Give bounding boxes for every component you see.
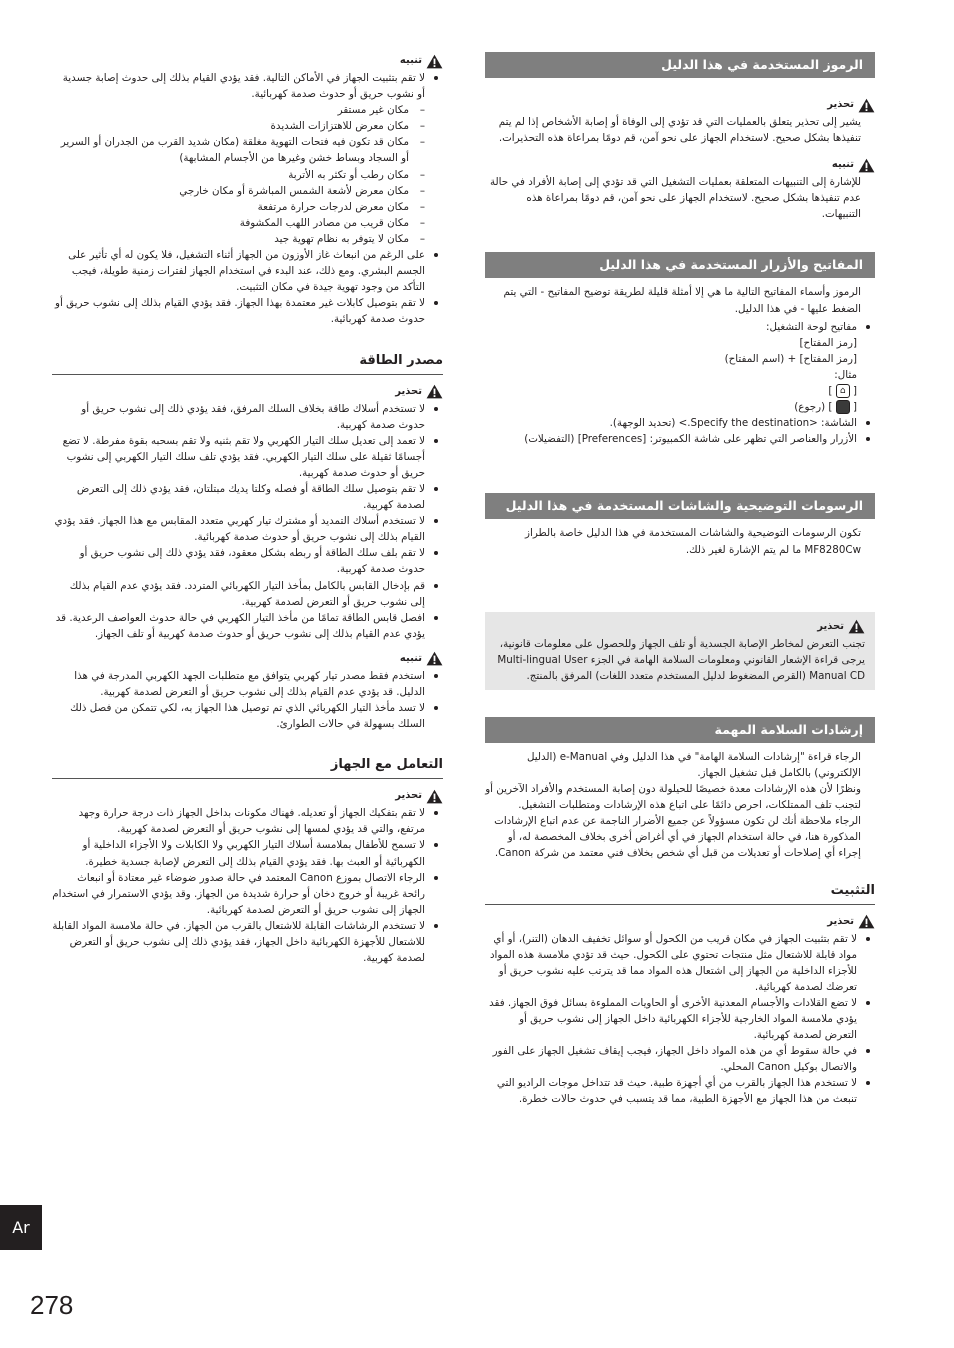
caution-icon (858, 158, 875, 173)
warning-icon (848, 619, 865, 634)
list-item: لا تضع القلادات والأجسام المعدنية الأخرى أو الحاويات المملوءة بسائل فوق الجهاز. فقد يؤدي ملامسة المواد الخارجية للأجزاء الكهربائية داخل الجهاز إلى نشوب حريق أو التعرض لصدمة كهربائية. (485, 995, 857, 1043)
list-item: لا تقم بتثبيت الجهاز في الأماكن التالية. فقد يؤدي القيام بذلك إلى حدوث إصابة جسدية أو نشوب حريق أو حدوث صدمة كهربائية. – مكان غير مستقر – مكان معرض للاهتزازات الشديدة – مكان قد تكون فيه فتحات التهوية مغلقة (مكان شديد القرب من الجدران أو السرير أو السجاد وبساط خشن وغيرها من الأجسام المشابهة) – مكان رطب أو تكثر به الأتربة – مكان معرض لأشعة الشمس المباشرة أو مكان خارجي – مكان معرض لدرجات حرارة مرتفعة – مكان قريب من مصادر اللهب المكشوفة – مكان لا يتوفر به نظام تهوية جيد (52, 70, 425, 247)
warning-label: تحذير (485, 913, 875, 931)
list-item: لا تستخدم أسلاك طاقة بخلاف السلك المرفق، فقد يؤدي ذلك إلى نشوب حريق أو حدوث صدمة كهربية. (52, 401, 425, 433)
list-item: لا تقم بتوصيل كابلات غير معتمدة بهذا الجهاز. فقد يؤدي القيام بذلك إلى نشوب حريق أو حدوث صدمة كهربائية. (52, 295, 425, 327)
list-item: الشاشة: <Specify the destination.> (تحديد الوجهة). (485, 415, 857, 431)
list-item: في حالة سقوط أي من هذه المواد داخل الجهاز، فيجب إيقاف تشغيل الجهاز على الفور والاتصال بوكيل Canon المحلي. (485, 1043, 857, 1075)
list-item: الرجاء الاتصال بموزع Canon المعتمد في حالة صدور ضوضاء غير معتادة أو انبعاث رائحة غريبة أو خروج دخان أو حرارة شديدة من الجهاز. وقد يؤدي الاستمرار في استخدام الجهاز إلى نشوب حريق أو التعرض لصدمة كهربائية. (52, 870, 425, 918)
key-example-2: [رمز المفتاح] + (اسم المفتاح) (724, 352, 857, 365)
list-item: على الرغم من انبعاث غاز الأوزون من الجهاز أثناء التشغيل، فلا يكون له أي تأثير على الجسم البشري. ومع ذلك، عند البدء في استخدام الجهاز لفترات زمنية طويلة، فيجب التأكد من وجود تهوية جيدة في مكان التثبيت. (52, 247, 425, 295)
warning-icon (426, 384, 443, 399)
sub-list-item: – مكان معرض للاهتزازات الشديدة (52, 118, 409, 134)
warning-label: تحذير (495, 618, 865, 636)
sub-list-item: – مكان غير مستقر (52, 102, 409, 118)
list-item: لا تقم بتثبيت الجهاز في مكان قريب من الكحول أو سوائل تخفيف الدهان (التنر)، أو أي مواد قابلة للاشتعال مثل منتجات تحتوي على الكحول. حيث قد تؤدي ملامسة هذه المواد للأجزاء الداخلية من الجهاز إلى اشتعال هذه المواد مما قد يترتب عليه نشوب حريق أو تعرضك لصدمة كهربائية. (485, 931, 857, 995)
caution-label: تنبيه (485, 156, 875, 174)
sub-list-item: – مكان لا يتوفر به نظام تهوية جيد (52, 231, 409, 247)
list-item: الأزرار والعناصر التي تظهر على شاشة الكمبيوتر: [Preferences] (التفضيلات) (485, 431, 857, 447)
warning-label: تحذير (52, 787, 443, 805)
caution-text: للإشارة إلى التنبيهات المتعلقة بعمليات التشغيل التي قد تؤدي إلى إصابة الأفراد في حالة عدم تنفيذها بشكل صحيح. لاستخدام الجهاز على نحو آمن، قم دومًا بمراعاة هذه التنبيهات. (489, 176, 861, 221)
list-item: قم بإدخال القابس بالكامل بمأخذ التيار الكهربائي المتردد. فقد يؤدي عدم القيام بذلك إلى نشوب حريق أو التعرض لصدمة كهربية. (52, 578, 425, 610)
warning-icon (858, 98, 875, 113)
warning-icon (858, 914, 875, 929)
left-column (52, 52, 443, 966)
section-title-handling: التعامل مع الجهاز (330, 757, 443, 773)
caution-icon (426, 54, 443, 69)
key-example-1: [رمز المفتاح] (799, 336, 857, 349)
right-column (485, 52, 875, 1108)
key-sample-home: [ ⌂ ] (828, 385, 857, 398)
section-title-safety: إرشادات السلامة المهمة (485, 717, 875, 743)
list-item: لا تستخدم الرشاشات القابلة للاشتعال بالقرب من الجهاز. في حالة ملامسة المواد القابلة للاشتعال للأجهزة الكهربائية داخل الجهاز، فقد يؤدي ذلك إلى نشوب حريق أو التعرض لصدمة كهربية. (52, 918, 425, 966)
list-item: افصل قابس الطاقة تمامًا من مأخذ التيار الكهربي في حالة حدوث العواصف الرعدية. قد يؤدي عدم القيام بذلك إلى نشوب حريق أو حدوث صدمة كهربية أو تلف الجهاز. (52, 610, 425, 642)
warning-icon (426, 789, 443, 804)
caution-label: تنبيه (52, 52, 443, 70)
example-label: مثال: (834, 368, 857, 381)
section-title-installation: التثبيت (830, 882, 875, 898)
safety-p1: الرجاء قراءة "إرشادات السلامة الهامة" في هذا الدليل وفي e-Manual (الدليل الإلكتروني) بالكامل قبل تشغيل الجهاز. (526, 750, 861, 779)
section-title-illustrations: الرسومات التوضيحية والشاشات المستخدمة في هذا الدليل (485, 493, 875, 519)
list-item: لا تقم بتوصيل سلك الطاقة أو فصله وكلتا يديك مبتلتان، فقد يؤدي ذلك إلى التعرض لصدمة كهربية. (52, 481, 425, 513)
legal-note-box (485, 612, 875, 690)
sub-list-item: – مكان معرض لأشعة الشمس المباشرة أو مكان خارجي (52, 183, 409, 199)
illustrations-text: تكون الرسومات التوضيحية والشاشات المستخدمة في هذا الدليل خاصة بالطراز MF8280Cw ما لم يتم الإشارة لغير ذلك. (524, 527, 861, 556)
warning-label: تحذير (485, 96, 875, 114)
warning-label: تحذير (52, 383, 443, 401)
sub-list-item: – مكان معرض لدرجات حرارة مرتفعة (52, 199, 409, 215)
list-item: لا تستخدم هذا الجهاز بالقرب من أي أجهزة طبية. حيث قد تتداخل موجات الراديو التي تنبعث من هذا الجهاز مع الأجهزة الطبية، مما قد يتسبب في حدوث حالات خطرة. (485, 1075, 857, 1107)
back-key-icon (836, 400, 850, 414)
home-key-icon: ⌂ (836, 384, 850, 398)
safety-p2: ونظرًا لأن هذه الإرشادات معدة خصيصًا للحيلولة دون إصابة المستخدم والأفراد الآخرين أو لتجنب تلف الممتلكات، احرص دائمًا على اتباع هذه الإرشادات ومتطلبات التشغيل. (485, 783, 861, 812)
keys-intro: الرموز وأسماء المفاتيح التالية ما هي إلا أمثلة قليلة لطريقة توضيح المفاتيح - التي يتم الضغط عليها - في هذا الدليل. (503, 286, 861, 315)
sub-list-item: – مكان قد تكون فيه فتحات التهوية مغلقة (مكان شديد القرب من الجدران أو السرير أو السجاد وبساط خشن وغيرها من الأجسام المشابهة) (52, 134, 409, 166)
sub-list-item: – مكان قريب من مصادر اللهب المكشوفة (52, 215, 409, 231)
page-number: 278 (30, 1290, 74, 1320)
list-item: لا تستخدم أسلاك التمديد أو مشترك تيار كهربي متعدد المقابس مع هذا الجهاز. فقد يؤدي القيام بذلك إلى نشوب حريق أو حدوث صدمة كهربائية. (52, 513, 425, 545)
section-title-keys: المفاتيح والأزرار المستخدمة في هذا الدليل (485, 252, 875, 278)
sub-list-item: – مكان رطب أو تكثر به الأتربة (52, 167, 409, 183)
list-item: لا تعمد إلى تعديل سلك التيار الكهربي ولا تقم بثنيه ولا تقم بسحبه بقوة مفرطة. لا تضع أجسامًا ثقيلة على سلك التيار الكهربي. فقد يؤدي تلف سلك التيار الكهربي إلى نشوب حريق أو حدوث صدمة كهربية. (52, 433, 425, 481)
key-sample-back: [ ] (رجوع) (794, 401, 857, 414)
list-item: لا تقم بتفكيك الجهاز أو تعديله. فهناك مكونات بداخل الجهاز ذات درجة حرارة وجهد مرتفع، والتي قد يؤدي لمسها إلى نشوب حريق أو التعرض لصدمة كهربية. (52, 805, 425, 837)
warning-text: يشير إلى تحذير يتعلق بالعمليات التي قد تؤدي إلى الوفاة أو إصابة الأشخاص إذا لم يتم تنفيذها بشكل صحيح. لاستخدام الجهاز على نحو آمن، قم دومًا بمراعاة هذه التحذيرات. (498, 116, 861, 145)
safety-p3: الرجاء ملاحظة أنك لن تكون مسؤولاً عن جميع الأضرار الناجمة عن عدم اتباع الإرشادات المذكورة هنا، في حالة استخدام الجهاز في أي أغراض أخرى بخلاف المخصصة له، أو إجراء أي إصلاحات أو تعديلات من قبل أي شخص بخلاف فني معتمد من شركة Canon. (494, 815, 861, 860)
caution-label: تنبيه (52, 650, 443, 668)
list-item: لا تقم بلف سلك الطاقة أو ربطه بشكل معقود، فقد يؤدي ذلك إلى نشوب حريق أو حدوث صدمة كهربية. (52, 545, 425, 577)
section-title-symbols: الرموز المستخدمة في هذا الدليل (485, 52, 875, 78)
list-item: مفاتيح لوحة التشغيل: [رمز المفتاح] [رمز المفتاح] + (اسم المفتاح) مثال: [ ⌂ ] [ ] (رجوع) (485, 319, 857, 416)
list-item: لا تسد مأخذ التيار الكهربائي الذي تم توصيل هذا الجهاز به، لكي تتمكن من فصل ذلك السلك بسهولة في حالات الطوارئ. (52, 700, 425, 732)
legal-note-text: تجنب التعرض لمخاطر الإصابة الجسدية أو تلف الجهاز وللحصول على معلومات قانونية، يرجى قراءة الإشعار القانوني ومعلومات السلامة الهامة في الجزء Multi-lingual User Manual CD (القرص المضغوط لدليل المستخدم متعدد اللغات) المرفق بالمنتج. (497, 637, 865, 682)
list-item: استخدم فقط مصدر تيار كهربي يتوافق مع متطلبات الجهد الكهربي المدرجة في هذا الدليل. قد يؤدي عدم القيام بذلك إلى نشوب حريق أو التعرض لصدمة كهربية. (52, 668, 425, 700)
list-item: لا تسمح للأطفال بملامسة أسلاك التيار الكهربي ولا الكابلات ولا الأجزاء الداخلية أو الكهربائية أو العبث بها. فقد يؤدي القيام بذلك إلى التعرض لإصابة جسدية خطيرة. (52, 837, 425, 869)
caution-icon (426, 651, 443, 666)
section-title-power: مصدر الطاقة (359, 352, 443, 368)
language-tab: Ar (0, 1205, 42, 1250)
